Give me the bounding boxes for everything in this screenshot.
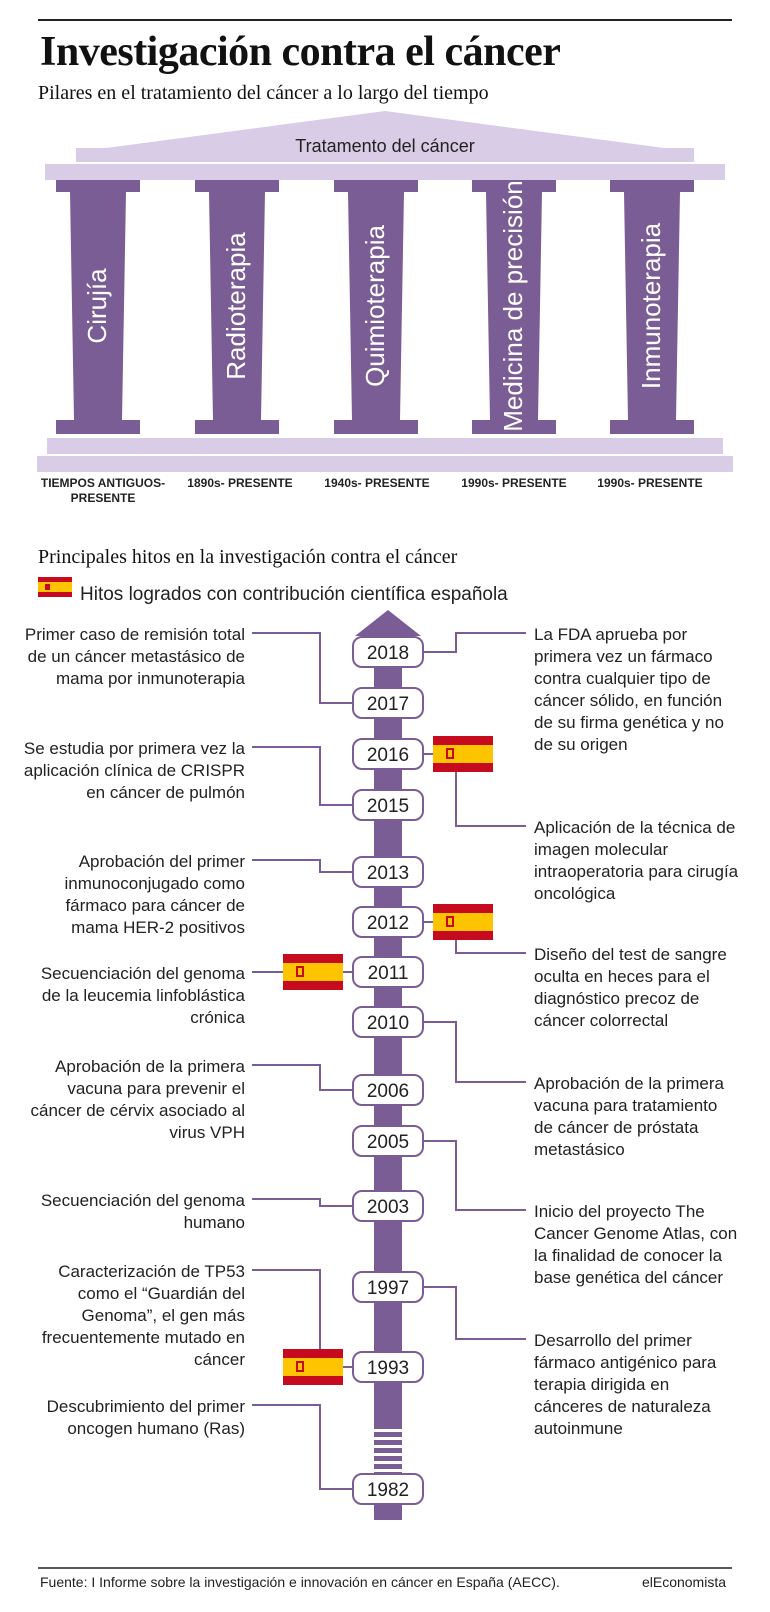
- year-label-2010: 2010: [366, 1013, 410, 1034]
- right-milestone-2012: Diseño del test de sangre oculta en heces para el diagnóstico precoz de cáncer colorrectal: [534, 945, 727, 1030]
- year-box-2005: [353, 1126, 423, 1156]
- left-milestone-2003: Secuenciación del genoma humano: [40, 1191, 245, 1232]
- year-box-2010: [353, 1007, 423, 1037]
- timeline-arrow-head: [355, 610, 421, 636]
- pillar-label-0: Cirujía: [82, 268, 112, 344]
- timeline-break: [374, 1400, 402, 1477]
- temple-step-top: [47, 438, 723, 454]
- pillar-era-1: 1890s- PRESENTE: [187, 476, 293, 490]
- temple-cornice: [45, 164, 725, 180]
- brand-logo: elEconomista: [641, 1574, 726, 1590]
- year-box-2017: [353, 688, 423, 718]
- pillar-3: [472, 180, 556, 434]
- connector-left-1982: [252, 1405, 352, 1489]
- year-box-2015: [353, 790, 423, 820]
- page-subtitle: Pilares en el tratamiento del cáncer a lo largo del tiempo: [38, 82, 489, 104]
- left-milestone-1993: Caracterización de TP53 como el “Guardián del Genoma”, el gen más frecuentemente mutado en cáncer: [41, 1262, 245, 1369]
- year-label-2006: 2006: [366, 1081, 410, 1102]
- spanish-flag-icon: [283, 1349, 343, 1385]
- year-label-1997: 1997: [366, 1278, 410, 1299]
- year-label-2003: 2003: [366, 1197, 410, 1218]
- connector-left-2015: [252, 747, 352, 805]
- year-label-2015: 2015: [366, 796, 410, 817]
- left-milestone-2015: Se estudia por primera vez la aplicación clínica de CRISPR en cáncer de pulmón: [23, 739, 245, 802]
- year-box-1982: [353, 1474, 423, 1504]
- connector-right-2010: [424, 1022, 526, 1082]
- year-box-2011: [353, 957, 423, 987]
- year-label-2012: 2012: [366, 913, 410, 934]
- temple-step-bottom: [37, 456, 733, 472]
- year-box-2003: [353, 1191, 423, 1221]
- left-milestone-2011: Secuenciación del genoma de la leucemia linfoblástica crónica: [40, 964, 245, 1027]
- left-milestone-2017: Primer caso de remisión total de un cáncer metastásico de mama por inmunoterapia: [24, 625, 245, 688]
- right-milestone-2010: Aprobación de la primera vacuna para tratamiento de cáncer de próstata metastásico: [534, 1074, 724, 1159]
- pillar-0: [56, 180, 140, 434]
- year-box-2006: [353, 1075, 423, 1105]
- pillar-2: [334, 180, 418, 434]
- pillar-label-2: Quimioterapia: [360, 225, 390, 387]
- source-note: Fuente: I Informe sobre la investigación e innovación en cáncer en España (AECC).: [40, 1574, 560, 1590]
- temple: [37, 111, 733, 472]
- connector-right-2018: [424, 633, 526, 652]
- connector-left-2013: [252, 860, 352, 872]
- year-box-1993: [353, 1352, 423, 1382]
- year-box-2016: [353, 739, 423, 769]
- pillar-era-2: 1940s- PRESENTE: [324, 476, 430, 490]
- right-milestone-2018: La FDA aprueba por primera vez un fármaco contra cualquier tipo de cáncer sólido, en función de su firma genética y no de su origen: [534, 625, 724, 754]
- connector-left-2003: [252, 1199, 352, 1206]
- page-title: Investigación contra el cáncer: [40, 29, 561, 75]
- legend-flag-icon: [38, 577, 72, 597]
- pillar-1: [195, 180, 279, 434]
- connector-right-1997: [424, 1287, 526, 1339]
- pillars: [56, 180, 694, 434]
- year-box-2013: [353, 857, 423, 887]
- right-milestone-1997: Desarrollo del primer fármaco antigénico para terapia dirigida en cánceres de naturaleza autoinmune: [534, 1331, 717, 1438]
- connector-left-2006: [252, 1065, 352, 1090]
- spanish-flag-icon: [433, 736, 493, 772]
- connector-left-2017: [252, 633, 352, 703]
- spanish-flag-icon: [433, 904, 493, 940]
- pillar-era-4: 1990s- PRESENTE: [597, 476, 703, 490]
- year-label-1982: 1982: [366, 1480, 410, 1501]
- pillar-era-0: TIEMPOS ANTIGUOS- PRESENTE: [40, 476, 166, 505]
- year-box-1997: [353, 1272, 423, 1302]
- pillar-label-1: Radioterapia: [221, 232, 251, 380]
- year-label-2013: 2013: [366, 863, 410, 884]
- year-box-2018: [353, 637, 423, 667]
- temple-roof-label: Tratamento del cáncer: [295, 136, 475, 156]
- year-label-2017: 2017: [366, 694, 410, 715]
- pillar-era-3: 1990s- PRESENTE: [461, 476, 567, 490]
- pillar-label-3: Medicina de precisión: [498, 180, 528, 432]
- pillar-label-4: Inmunoterapia: [636, 222, 666, 390]
- right-milestone-2005: Inicio del proyecto The Cancer Genome Atlas, con la finalidad de conocer la base genética del cáncer: [534, 1202, 738, 1287]
- year-label-1993: 1993: [366, 1358, 410, 1379]
- right-milestone-2016: Aplicación de la técnica de imagen molecular intraoperatoria para cirugía oncológica: [534, 818, 739, 903]
- left-milestone-2013: Aprobación del primer inmunoconjugado como fármaco para cáncer de mama HER-2 positivos: [64, 852, 245, 937]
- year-label-2016: 2016: [366, 745, 410, 766]
- year-label-2011: 2011: [367, 963, 409, 984]
- pillar-4: [610, 180, 694, 434]
- timeline-title: Principales hitos en la investigación contra el cáncer: [38, 546, 458, 568]
- left-milestone-1982: Descubrimiento del primer oncogen humano (Ras): [46, 1397, 245, 1438]
- year-label-2005: 2005: [366, 1132, 410, 1153]
- left-milestone-2006: Aprobación de la primera vacuna para prevenir el cáncer de cérvix asociado al virus VPH: [30, 1057, 245, 1142]
- spanish-flag-icon: [283, 954, 343, 990]
- year-label-2018: 2018: [366, 643, 410, 664]
- year-box-2012: [353, 907, 423, 937]
- connector-right-2005: [424, 1141, 526, 1210]
- legend-label: Hitos logrados con contribución científica española: [80, 584, 508, 605]
